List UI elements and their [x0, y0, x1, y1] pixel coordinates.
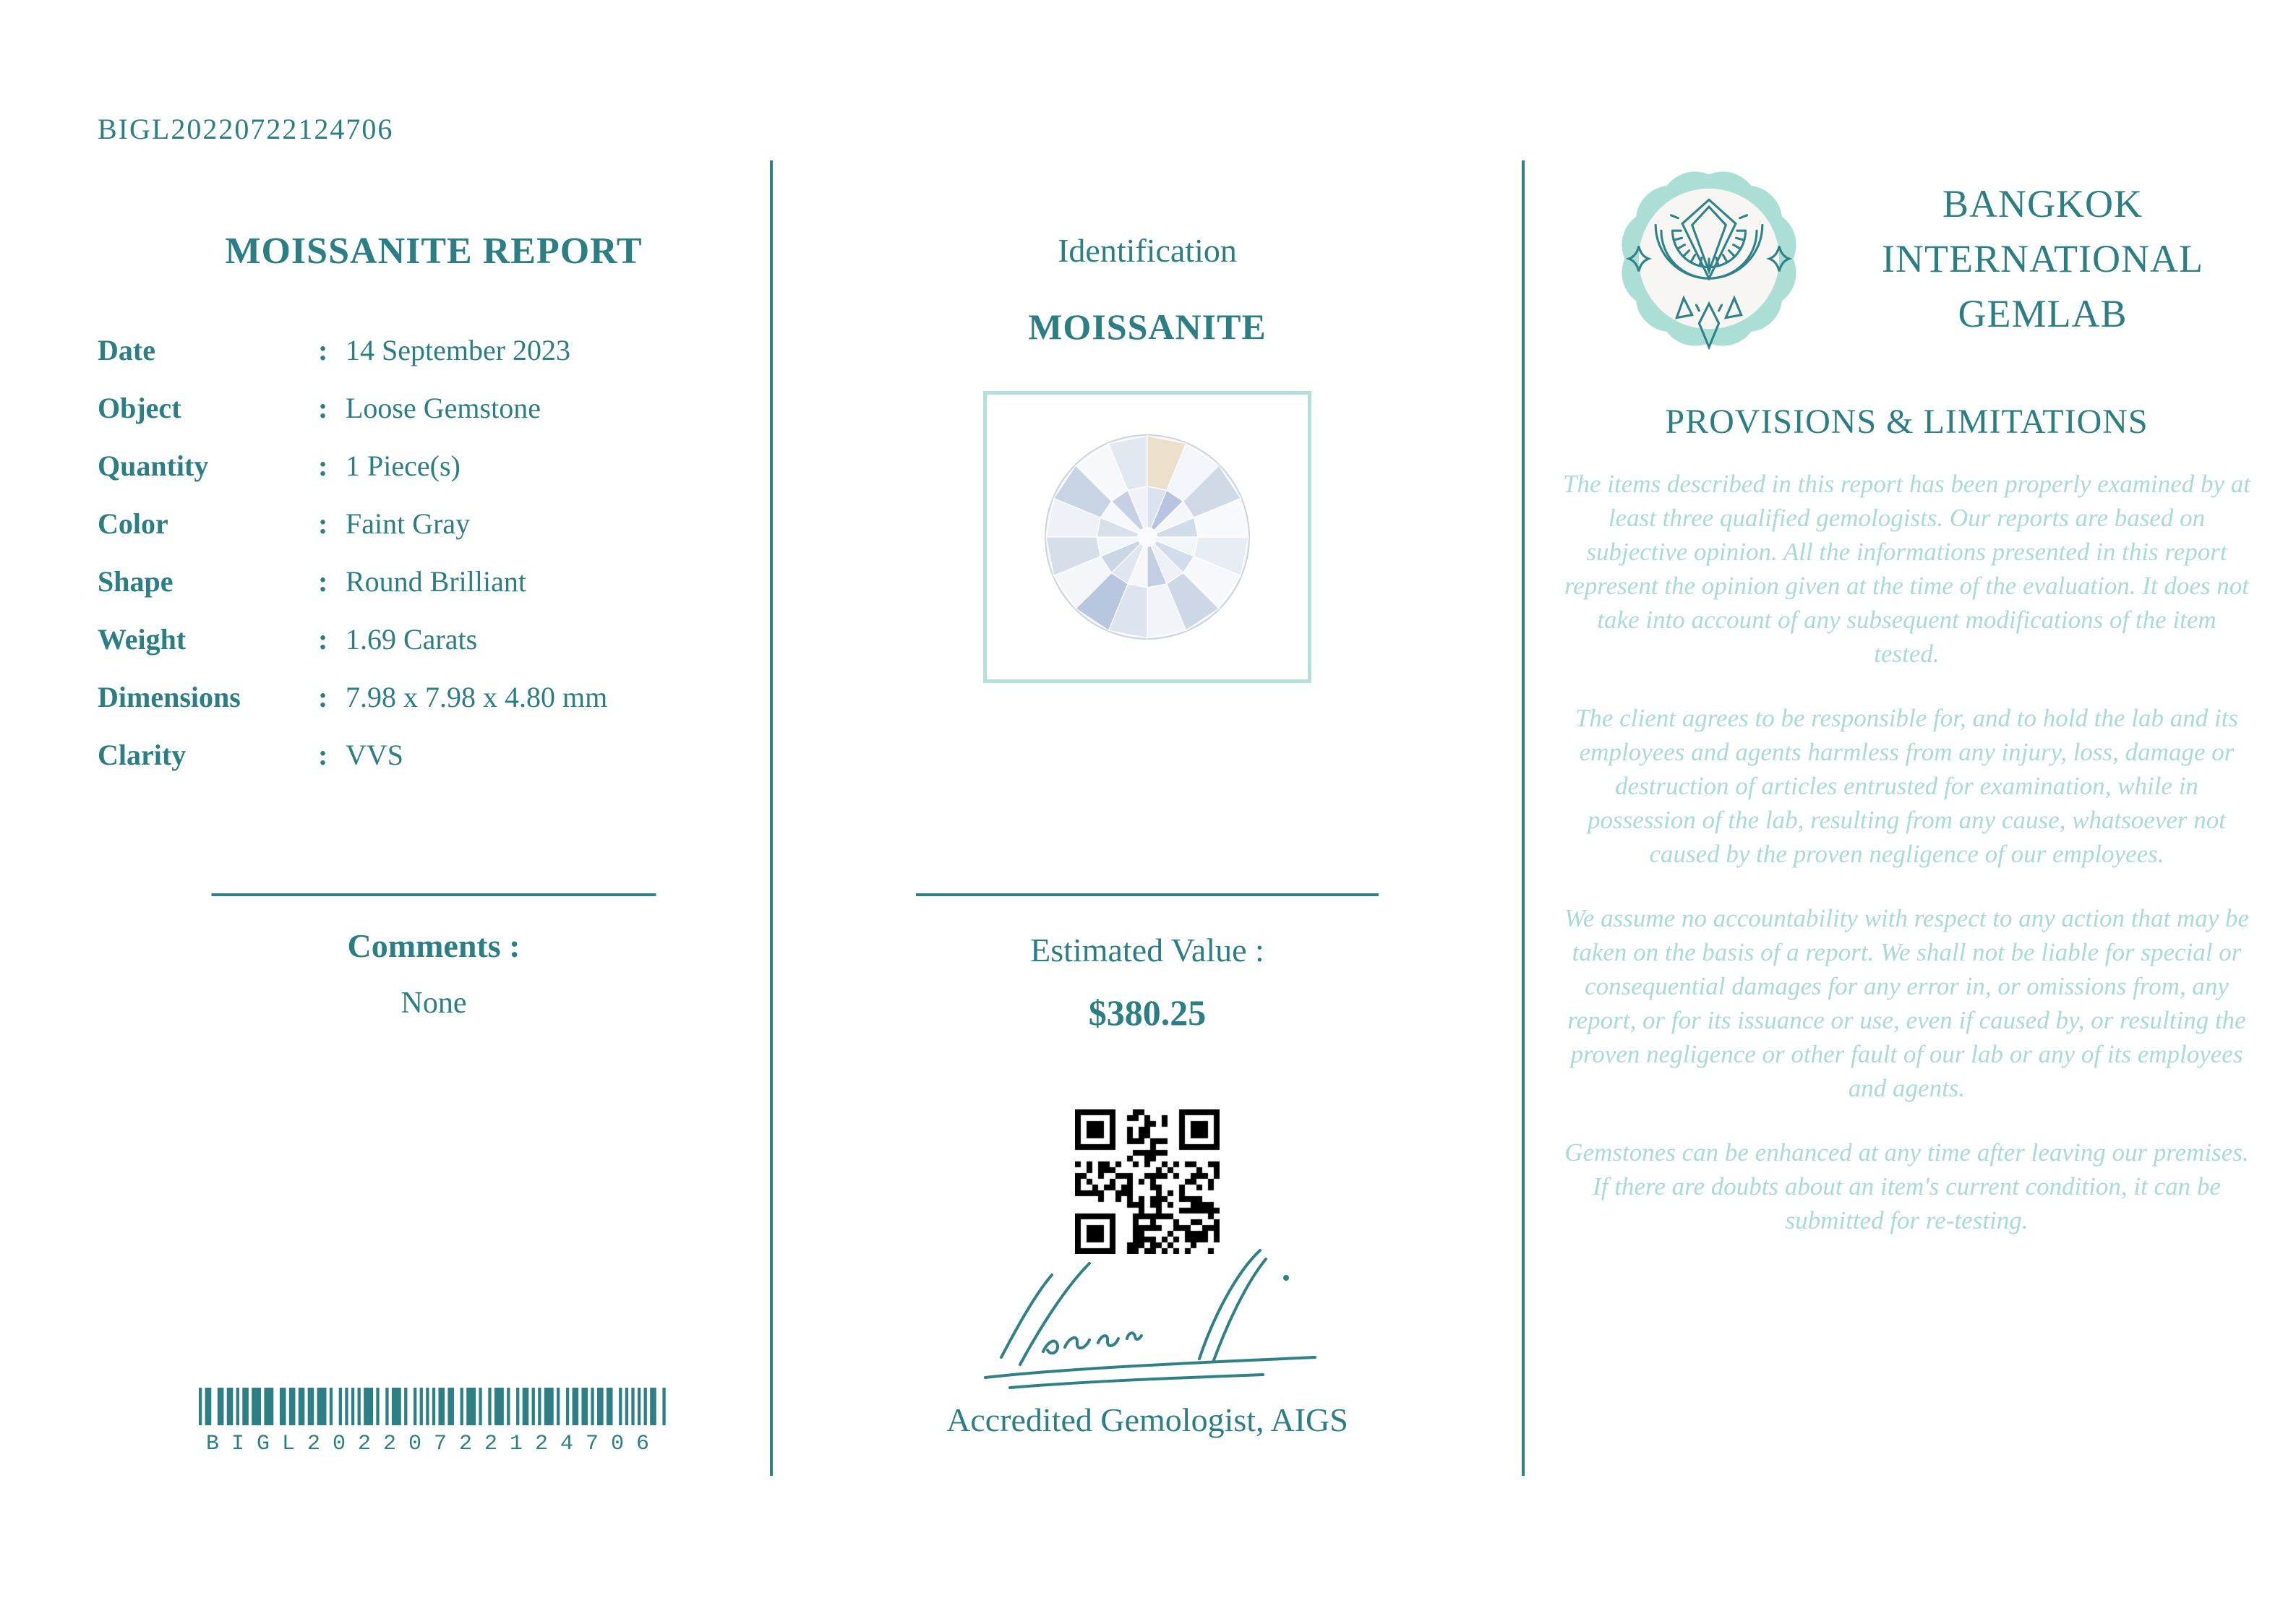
lab-header	[1611, 160, 2253, 357]
field-label: Weight	[98, 623, 187, 656]
certificate-number: BIGL20220722124706	[98, 113, 394, 145]
estimated-value-divider-rule	[916, 893, 1379, 896]
estimated-value-amount: $380.25	[1088, 992, 1207, 1033]
field-colon: :	[318, 507, 328, 540]
lab-name-line: GEMLAB	[1958, 292, 2128, 335]
lab-name-line: INTERNATIONAL	[1882, 237, 2203, 280]
gem-identification: MOISSANITE	[1028, 306, 1267, 347]
qr-canvas	[1075, 1109, 1220, 1254]
field-colon: :	[318, 565, 328, 598]
comments-divider-rule	[212, 893, 656, 896]
field-value: Faint Gray	[346, 507, 471, 540]
field-value: Loose Gemstone	[346, 392, 541, 424]
gemologist-signature	[959, 1243, 1335, 1395]
identification-heading: Identification	[1058, 232, 1237, 269]
provisions-paragraph: We assume no accountability with respect to any action that may be taken on the basis of a report. We shall not be liable for special or consequential damages for any error in, or omissions from, any report, or for its issuance or use, even if caused by, or resulting the proven negligence or other fault of our lab or any of its employees and agents.	[1564, 904, 2250, 1102]
barcode-text: BIGL20220722124706	[205, 1432, 662, 1456]
field-label: Quantity	[98, 450, 209, 482]
field-label: Shape	[98, 565, 174, 598]
provisions-paragraph: The client agrees to be responsible for, and to hold the lab and its employees and agents harmless from any injury, loss, damage or destruction of articles entrusted for examination, while in possession of the lab, resulting from any cause, whatsoever not caused by the proven negligence of our employees.	[1575, 704, 2239, 868]
comments-value: None	[400, 987, 467, 1020]
barcode	[199, 1388, 669, 1425]
field-row-quantity	[98, 449, 770, 507]
field-label: Date	[98, 334, 155, 366]
field-value: 1.69 Carats	[346, 623, 478, 656]
provisions-paragraph: The items described in this report has been properly examined by at least three qualified gemologists. Our reports are based on subjective opinion. All the informations presented in this report represent the opinion given at the time of the evaluation. It does not take into account of any subsequent modifications of the item tested.	[1563, 470, 2250, 668]
gem-photo-frame	[983, 391, 1311, 683]
qr-code-block	[1075, 1109, 1220, 1254]
lab-name-line: BANGKOK	[1942, 182, 2143, 225]
column-divider-right	[1522, 160, 1525, 1476]
field-colon: :	[318, 623, 328, 656]
field-colon: :	[318, 739, 328, 771]
provisions-paragraph: Gemstones can be enhanced at any time after leaving our premises. If there are doubts about an item's current condition, it can be submitted for re-testing.	[1564, 1138, 2249, 1234]
report-fields	[98, 333, 770, 796]
field-label: Object	[98, 392, 181, 424]
field-label: Clarity	[98, 739, 187, 771]
barcode-block	[98, 1388, 770, 1456]
field-colon: :	[318, 334, 328, 366]
estimated-value-label: Estimated Value :	[1030, 932, 1264, 968]
comments-label: Comments :	[347, 927, 521, 964]
field-value: 14 September 2023	[346, 334, 571, 366]
field-row-color	[98, 507, 770, 564]
field-value: 7.98 x 7.98 x 4.80 mm	[346, 681, 608, 713]
lab-name	[1832, 176, 2253, 341]
field-value: Round Brilliant	[346, 565, 526, 598]
field-value: 1 Piece(s)	[346, 450, 461, 482]
provisions-heading: PROVISIONS & LIMITATIONS	[1665, 403, 2149, 441]
report-details-column	[98, 0, 770, 1624]
field-label: Dimensions	[98, 681, 241, 713]
gem-photo	[1039, 429, 1256, 645]
field-row-dimensions	[98, 680, 770, 738]
field-row-weight	[98, 622, 770, 680]
provisions-text	[1563, 467, 2250, 1268]
field-row-shape	[98, 564, 770, 622]
signature-drawing	[959, 1243, 1335, 1395]
gemologist-title: Accredited Gemologist, AIGS	[946, 1401, 1348, 1438]
field-row-object	[98, 391, 770, 449]
report-title: MOISSANITE REPORT	[225, 231, 643, 272]
gemlab-logo-icon	[1611, 160, 1807, 357]
lab-info-column	[1554, 0, 2259, 1624]
field-row-clarity	[98, 738, 770, 796]
field-row-date	[98, 333, 770, 391]
identification-column	[773, 0, 1522, 1624]
field-colon: :	[318, 392, 328, 424]
field-colon: :	[318, 450, 328, 482]
field-value: VVS	[346, 739, 404, 771]
field-label: Color	[98, 507, 168, 540]
field-colon: :	[318, 681, 328, 713]
